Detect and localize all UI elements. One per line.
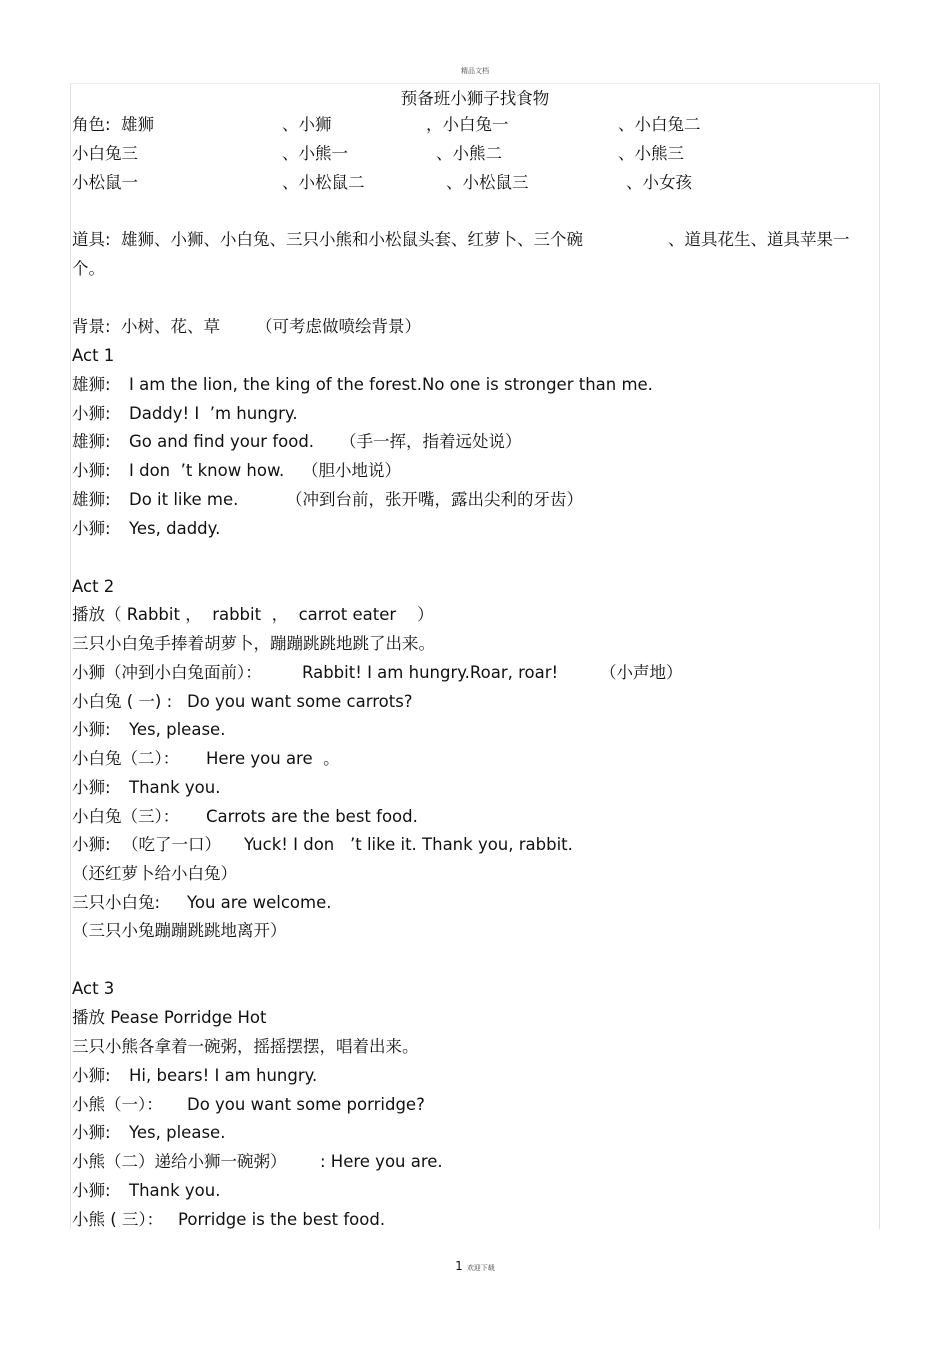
dialogue: Do you want some porridge? (187, 1095, 425, 1114)
dialogue: Do you want some carrots? (187, 692, 413, 711)
background-note: （可考虑做喷绘背景） (256, 317, 421, 336)
speaker: 小狮（冲到小白兔面前）： (72, 663, 262, 682)
speaker: 小狮: (72, 404, 111, 423)
speaker: 小熊（二）递给小狮一碗粥） (72, 1152, 287, 1171)
props-text: 、道具花生、道具苹果一 (668, 230, 850, 249)
stage-direction: （三只小兔蹦蹦跳跳地离开） (72, 921, 287, 940)
speaker: 三只小白兔: (72, 893, 161, 912)
props-text: 个。 (72, 259, 105, 278)
play-music: 播放（ Rabbit ， rabbit ， carrot eater ） (72, 605, 434, 624)
dialogue: Go and find your food. (129, 432, 315, 451)
role-cell: 、小熊二 (436, 144, 502, 163)
play-music: 播放 Pease Porridge Hot (72, 1008, 267, 1027)
speaker: 小熊 ( 三）： (72, 1210, 164, 1229)
page-title: 预备班小狮子找食物 (400, 89, 550, 108)
stage-direction: 三只小熊各拿着一碗粥，摇摇摆摆，唱着出来。 (72, 1037, 419, 1056)
footer-note: 欢迎下载 (466, 1264, 495, 1272)
dialogue: : Here you are. (320, 1152, 443, 1171)
dialogue: Daddy! I ’m hungry. (129, 404, 298, 423)
dialogue: Yes, please. (129, 720, 226, 739)
role-cell: 、小熊三 (618, 144, 684, 163)
act-heading: Act 1 (72, 346, 115, 365)
speaker: 小狮: (72, 1123, 111, 1142)
dialogue: Yes, daddy. (129, 519, 221, 538)
background-text: 背景: 小树、花、草 (72, 317, 221, 336)
role-cell: 、小白兔二 (618, 115, 701, 134)
role-cell: 小白兔三 (72, 144, 138, 163)
speaker: 小狮: (72, 1066, 111, 1085)
role-cell: 、小熊一 (282, 144, 348, 163)
dialogue: You are welcome. (187, 893, 332, 912)
stage-note: （小声地） (600, 663, 683, 682)
page-footer (0, 1259, 950, 1273)
role-cell: 小松鼠一 (72, 173, 138, 192)
speaker: 雄狮: (72, 375, 111, 394)
dialogue: Porridge is the best food. (178, 1210, 386, 1229)
dialogue: Rabbit! I am hungry.Roar, roar! (302, 663, 559, 682)
stage-note: （吃了一口） (122, 835, 221, 854)
role-cell: 、小女孩 (626, 173, 692, 192)
stage-note: （手一挥，指着远处说） (340, 432, 522, 451)
stage-direction: 三只小白兔手捧着胡萝卜，蹦蹦跳跳地跳了出来。 (72, 634, 435, 653)
stage-direction: （还红萝卜给小白兔） (72, 864, 237, 883)
dialogue: Here you are 。 (206, 749, 340, 768)
dialogue: I am the lion, the king of the forest.No one is stronger than me. (129, 375, 653, 394)
speaker: 雄狮: (72, 490, 111, 509)
dialogue: Carrots are the best food. (206, 807, 418, 826)
speaker: 小熊（一）： (72, 1095, 163, 1114)
role-cell: 角色: 雄狮 (72, 115, 155, 134)
speaker: 小白兔（三）： (72, 807, 180, 826)
act-heading: Act 3 (72, 979, 115, 998)
stage-note: （胆小地说） (302, 461, 401, 480)
dialogue: Hi, bears! I am hungry. (129, 1066, 318, 1085)
speaker: 小狮: (72, 1181, 111, 1200)
act-heading: Act 2 (72, 577, 115, 596)
speaker: 小狮: (72, 835, 111, 854)
speaker: 小狮: (72, 461, 111, 480)
role-cell: 、小松鼠三 (446, 173, 529, 192)
dialogue: Yes, please. (129, 1123, 226, 1142)
speaker: 雄狮: (72, 432, 111, 451)
header-note: 精品文档 (461, 67, 489, 75)
role-cell: ，小白兔一 (426, 115, 509, 134)
role-cell: 、小松鼠二 (282, 173, 365, 192)
speaker: 小狮: (72, 519, 111, 538)
dialogue: I don ’t know how. (129, 461, 285, 480)
props-text: 道具: 雄狮、小狮、小白兔、三只小熊和小松鼠头套、红萝卜、三个碗 (72, 230, 584, 249)
role-cell: 、小狮 (282, 115, 332, 134)
speaker: 小白兔（二）： (72, 749, 180, 768)
page-number: 1 (455, 1259, 463, 1273)
dialogue: Yuck! I don ’t like it. Thank you, rabbit. (244, 835, 573, 854)
stage-note: （冲到台前，张开嘴，露出尖利的牙齿） (286, 490, 583, 509)
dialogue: Do it like me. (129, 490, 239, 509)
speaker: 小狮: (72, 778, 111, 797)
dialogue: Thank you. (129, 778, 221, 797)
dialogue: Thank you. (129, 1181, 221, 1200)
speaker: 小白兔 ( 一) : (72, 692, 173, 711)
speaker: 小狮: (72, 720, 111, 739)
